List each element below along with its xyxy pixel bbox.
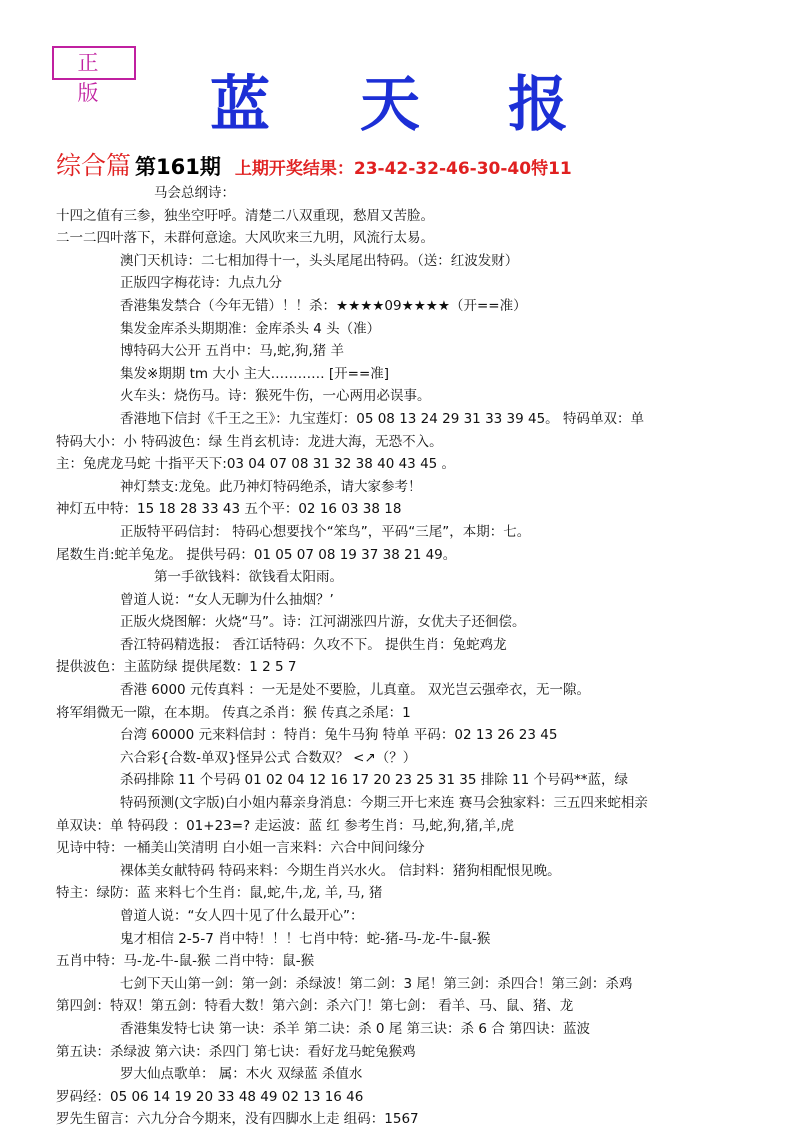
text-line: 五肖中特：马-龙-牛-鼠-猴 二肖中特：鼠-猴 <box>56 953 315 970</box>
text-line: 尾数生肖:蛇羊兔龙。 提供号码：01 05 07 08 19 37 38 21 49。 <box>56 546 457 563</box>
text-line: 主：兔虎龙马蛇 十指平天下:03 04 07 08 31 32 38 40 43 45 。 <box>56 456 456 473</box>
text-line: 正版特平码信封： 特码心想要找个“笨鸟”，平码“三尾”，本期：七。 <box>120 523 531 540</box>
text-line: 博特码大公开 五肖中：马,蛇,狗,猪 羊 <box>120 343 344 360</box>
text-line: 杀码排除 11 个号码 01 02 04 12 16 17 20 23 25 31 35 排除 11 个号码**蓝，绿 <box>120 772 628 789</box>
text-line: 十四之值有三参，独坐空吁呼。清楚二八双重现，愁眉又苦脸。 <box>56 207 434 224</box>
title-char-1: 蓝 <box>210 70 270 140</box>
text-line: 鬼才相信 2-5-7 肖中特！！！七肖中特：蛇-猪-马-龙-牛-鼠-猴 <box>120 930 491 947</box>
text-line: 七剑下天山第一剑：第一剑：杀绿波！第二剑：3 尾！第三剑：杀四合！第三剑：杀鸡 <box>120 975 633 992</box>
text-line: 香港地下信封《千王之王》：九宝莲灯：05 08 13 24 29 31 33 39 45。 特码单双：单 <box>120 410 644 427</box>
text-line: 特码大小：小 特码波色：绿 生肖玄机诗：龙进大海，无恐不入。 <box>56 433 443 450</box>
text-line: 正版四字梅花诗：九点九分 <box>120 275 282 292</box>
text-line: 特码预测(文字版)白小姐内幕亲身消息：今期三开七来连 赛马会独家料：三五四来蛇相亲 <box>120 795 648 812</box>
text-line: 罗先生留言：六九分合今期来，没有四脚水上走 组码：1567 <box>56 1111 419 1128</box>
text-line: 单双诀：单 特码段 ：01+23=? 走运波：蓝 红 参考生肖：马,蛇,狗,猪,羊,虎 <box>56 817 515 834</box>
text-line: 火车头：烧伤马。诗：猴死牛伤，一心两用必误事。 <box>120 388 431 405</box>
text-line: 马会总纲诗： <box>154 185 235 201</box>
text-line: 香港 6000 元传真料 ：一无是处不要脸，儿真童。 双光岂云强牵衣，无一隙。 <box>120 682 591 699</box>
text-line: 将军绢微无一隙，在本期。 传真之杀肖：猴 传真之杀尾：1 <box>56 704 411 721</box>
document-body <box>0 182 793 1128</box>
text-line: 台湾 60000 元来料信封 ：特肖：兔牛马狗 特单 平码：02 13 26 23 45 <box>120 727 558 744</box>
genuine-badge: 正 版 <box>52 46 136 80</box>
text-line: 第五诀：杀绿波 第六诀：杀四门 第七诀：看好龙马蛇兔猴鸡 <box>56 1043 416 1060</box>
text-line: 神灯五中特：15 18 28 33 43 五个平：02 16 03 38 18 <box>56 501 402 518</box>
text-line: 集发※期期 tm 大小 主大………… [开==准] <box>120 365 390 382</box>
text-line: 见诗中特：一桶美山笑清明 白小姐一言来料：六合中间问缘分 <box>56 840 425 857</box>
text-line: 二一二四叶落下，未群何意途。大风吹来三九明，风流行太易。 <box>56 230 434 247</box>
last-draw-result: 上期开奖结果：23-42-32-46-30-40特11 <box>234 159 572 179</box>
title-char-3: 报 <box>508 70 568 140</box>
issue-number: 第161期 <box>135 155 221 179</box>
text-line: 罗码经：05 06 14 19 20 33 48 49 02 13 16 46 <box>56 1088 364 1105</box>
text-line: 第一手欲钱料：欲钱看太阳雨。 <box>154 569 343 586</box>
text-line: 裸体美女献特码 特码来料：今期生肖兴水火。 信封料：猪狗相配恨见晚。 <box>120 862 561 879</box>
text-line: 香港集发特七诀 第一诀：杀羊 第二诀：杀 0 尾 第三诀：杀 6 合 第四诀：蓝波 <box>120 1020 591 1037</box>
text-line: 曾道人说：“女人四十见了什么最开心”： <box>120 908 364 924</box>
text-line: 集发金库杀头期期准：金库杀头 4 头（准） <box>120 320 381 337</box>
text-line: 特主：绿防：蓝 来料七个生肖：鼠,蛇,牛,龙, 羊, 马, 猪 <box>56 885 383 902</box>
text-line: 澳门天机诗：二七相加得十一，头头尾尾出特码。（送：红波发财） <box>120 252 519 269</box>
text-line: 正版火烧图解：火烧“马”。诗：江河湖涨四片游，女优夫子还徊偿。 <box>120 614 526 631</box>
text-line: 曾道人说：“女人无聊为什么抽烟？’ <box>120 591 334 608</box>
text-line: 神灯禁支:龙兔。此乃神灯特码绝杀，请大家参考！ <box>120 478 422 495</box>
issue-header <box>56 146 572 182</box>
text-line: 罗大仙点歌单： 属：木火 双绿蓝 杀值水 <box>120 1066 363 1083</box>
text-line: 香港集发禁合（今年无错）！！杀：★★★★09★★★★（开==准） <box>120 297 527 314</box>
text-line: 六合彩{合数-单双}怪异公式 合数双？ <↗（？） <box>120 749 417 766</box>
section-label: 综合篇 <box>56 151 132 180</box>
text-line: 提供波色：主蓝防绿 提供尾数：1 2 5 7 <box>56 659 297 676</box>
title-char-2: 天 <box>360 70 420 140</box>
text-line: 第四剑：特双！第五剑：特看大数！第六剑：杀六门！第七剑： 看羊、马、鼠、猪、龙 <box>56 998 574 1015</box>
text-line: 香江特码精选报： 香江话特码：久攻不下。 提供生肖：兔蛇鸡龙 <box>120 636 507 653</box>
